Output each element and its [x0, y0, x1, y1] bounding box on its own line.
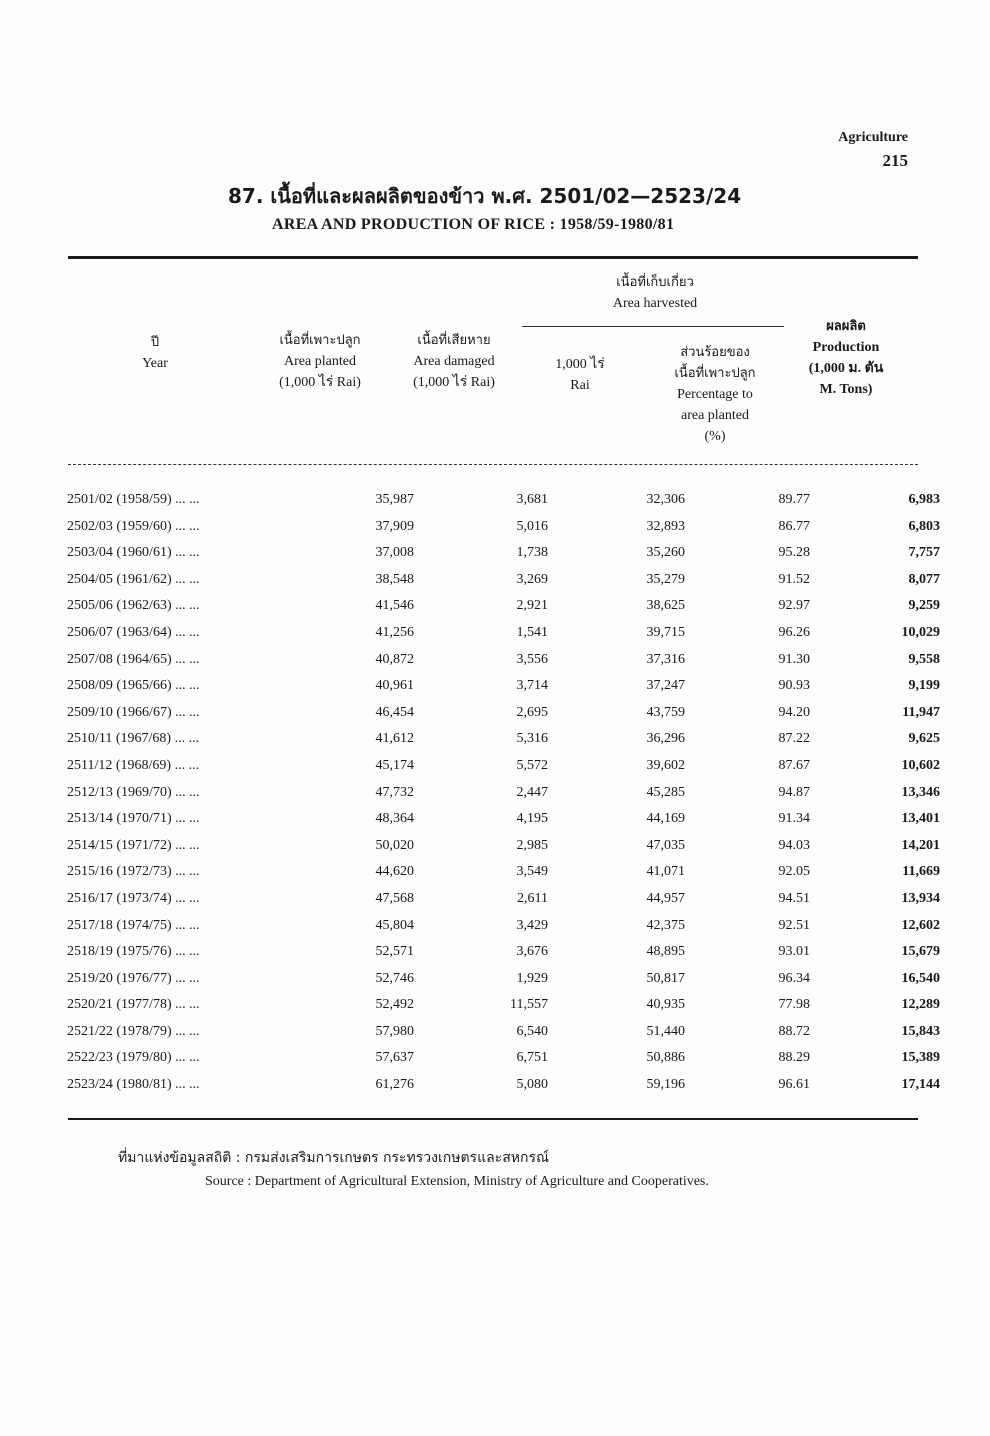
table-row — [62, 917, 940, 945]
cell-year: 2516/17 (1973/74) ... ... — [67, 890, 200, 906]
table-row — [62, 944, 940, 971]
cell-area-harvested: 41,071 — [646, 864, 685, 880]
cell-area-damaged: 2,447 — [516, 784, 548, 800]
header-year-thai: ปี — [150, 335, 160, 350]
table-row — [62, 678, 940, 705]
cell-production: 13,934 — [901, 890, 940, 906]
cell-area-planted: 57,980 — [375, 1023, 414, 1039]
cell-production: 7,757 — [908, 545, 940, 561]
header-harvested-english: Area harvested — [612, 296, 698, 311]
table-row — [62, 890, 940, 918]
cell-area-damaged: 1,929 — [516, 970, 548, 986]
cell-production: 11,669 — [902, 864, 940, 880]
table-row — [62, 784, 940, 812]
table-row — [62, 492, 940, 519]
header-pct-thai-2: เนื้อที่เพาะปลูก — [674, 366, 756, 381]
cell-percentage: 96.61 — [778, 1077, 810, 1093]
cell-year: 2508/09 (1965/66) ... ... — [67, 678, 200, 694]
cell-area-planted: 45,804 — [375, 917, 414, 933]
cell-production: 12,289 — [901, 997, 940, 1013]
cell-percentage: 96.26 — [778, 624, 810, 640]
cell-area-harvested: 47,035 — [646, 837, 685, 853]
source-thai: ที่มาแห่งข้อมูลสถิติ : กรมส่งเสริมการเกษตร กระทรวงเกษตรและสหกรณ์ — [118, 1150, 549, 1166]
cell-production: 17,144 — [901, 1077, 940, 1093]
cell-production: 13,401 — [901, 811, 940, 827]
table-row — [62, 598, 940, 625]
cell-area-damaged: 5,316 — [516, 731, 548, 747]
table-bottom-rule — [68, 1118, 918, 1120]
header-pct-unit: (%) — [704, 429, 726, 444]
header-area-planted — [250, 330, 390, 393]
cell-percentage: 94.87 — [778, 784, 810, 800]
cell-area-harvested: 37,316 — [646, 651, 685, 667]
cell-area-planted: 48,364 — [375, 811, 414, 827]
cell-area-damaged: 3,549 — [516, 864, 548, 880]
cell-production: 13,346 — [901, 784, 940, 800]
cell-area-harvested: 38,625 — [646, 598, 685, 614]
table-row — [62, 997, 940, 1024]
cell-year: 2519/20 (1976/77) ... ... — [67, 970, 200, 986]
cell-year: 2514/15 (1971/72) ... ... — [67, 837, 200, 853]
header-production-thai: ผลผลิต — [826, 319, 866, 334]
cell-area-planted: 37,909 — [375, 518, 414, 534]
cell-production: 10,029 — [901, 624, 940, 640]
cell-area-planted: 40,961 — [375, 678, 414, 694]
cell-year: 2507/08 (1964/65) ... ... — [67, 651, 200, 667]
header-pct-thai-1: ส่วนร้อยของ — [680, 345, 750, 360]
header-pct-english-2: area planted — [680, 408, 749, 423]
cell-area-harvested: 32,893 — [646, 518, 685, 534]
cell-area-damaged: 6,540 — [516, 1023, 548, 1039]
cell-production: 14,201 — [901, 837, 940, 853]
cell-year: 2505/06 (1962/63) ... ... — [67, 598, 200, 614]
table-title-english: AREA AND PRODUCTION OF RICE : 1958/59-1980/81 — [272, 216, 675, 233]
cell-area-damaged: 5,080 — [516, 1077, 548, 1093]
cell-area-harvested: 39,602 — [646, 757, 685, 773]
cell-year: 2520/21 (1977/78) ... ... — [67, 997, 200, 1013]
cell-area-harvested: 40,935 — [646, 997, 685, 1013]
cell-percentage: 87.22 — [778, 731, 810, 747]
cell-area-planted: 47,568 — [375, 890, 414, 906]
cell-area-damaged: 11,557 — [510, 997, 548, 1013]
cell-area-planted: 52,492 — [375, 997, 414, 1013]
table-row — [62, 1050, 940, 1077]
cell-year: 2523/24 (1980/81) ... ... — [67, 1077, 200, 1093]
table-row — [62, 731, 940, 758]
cell-area-damaged: 2,695 — [516, 704, 548, 720]
header-production-english: Production — [812, 340, 880, 355]
header-planted-english: Area planted — [284, 354, 356, 369]
header-production-unit-1: (1,000 ม. ตัน — [808, 361, 884, 376]
table-title-thai: 87. เนื้อที่และผลผลิตของข้าว พ.ศ. 2501/02—2523/24 — [228, 184, 742, 208]
cell-production: 9,625 — [908, 731, 940, 747]
header-damaged-english: Area damaged — [413, 354, 495, 369]
cell-area-planted: 38,548 — [375, 571, 414, 587]
cell-area-planted: 61,276 — [375, 1077, 414, 1093]
header-area-harvested — [560, 272, 750, 314]
cell-percentage: 92.05 — [778, 864, 810, 880]
table-row — [62, 837, 940, 865]
header-production-unit-2: M. Tons) — [819, 382, 873, 397]
cell-area-planted: 52,746 — [375, 970, 414, 986]
cell-area-planted: 35,987 — [375, 492, 414, 507]
table-row — [62, 704, 940, 732]
table-row — [62, 811, 940, 838]
cell-production: 12,602 — [901, 917, 940, 933]
cell-area-planted: 52,571 — [375, 944, 414, 960]
cell-percentage: 94.51 — [778, 890, 810, 906]
cell-area-damaged: 3,269 — [516, 571, 548, 587]
header-top-rule — [68, 256, 918, 259]
cell-percentage: 94.20 — [778, 704, 810, 720]
table-row — [62, 1023, 940, 1051]
header-damaged-thai: เนื้อที่เสียหาย — [417, 333, 491, 348]
cell-percentage: 87.67 — [778, 757, 810, 773]
cell-area-planted: 41,546 — [375, 598, 414, 614]
cell-production: 9,199 — [908, 678, 940, 694]
cell-production: 15,679 — [901, 944, 940, 960]
cell-percentage: 93.01 — [778, 944, 810, 960]
cell-area-damaged: 2,611 — [517, 890, 548, 906]
cell-percentage: 88.72 — [778, 1023, 810, 1039]
cell-production: 9,558 — [908, 651, 940, 667]
cell-area-harvested: 45,285 — [646, 784, 685, 800]
cell-area-damaged: 3,681 — [516, 492, 548, 507]
header-bottom-rule — [68, 464, 918, 465]
cell-year: 2501/02 (1958/59) ... ... — [67, 492, 200, 507]
cell-percentage: 95.28 — [778, 545, 810, 561]
harvested-sub-rule — [522, 326, 784, 327]
cell-area-damaged: 3,429 — [516, 917, 548, 933]
table-row — [62, 624, 940, 652]
cell-area-harvested: 50,886 — [646, 1050, 685, 1066]
cell-percentage: 96.34 — [778, 970, 810, 986]
cell-area-harvested: 48,895 — [646, 944, 685, 960]
cell-production: 8,077 — [908, 571, 940, 587]
cell-area-damaged: 5,016 — [516, 518, 548, 534]
cell-area-damaged: 2,985 — [516, 837, 548, 853]
section-label: Agriculture — [838, 130, 908, 145]
table-row — [62, 545, 940, 572]
cell-percentage: 77.98 — [778, 997, 810, 1013]
cell-year: 2512/13 (1969/70) ... ... — [67, 784, 200, 800]
table-row — [62, 571, 940, 599]
cell-year: 2502/03 (1959/60) ... ... — [67, 518, 200, 534]
cell-percentage: 86.77 — [778, 518, 810, 534]
cell-production: 9,259 — [908, 598, 940, 614]
cell-area-damaged: 1,738 — [516, 545, 548, 561]
cell-area-harvested: 32,306 — [646, 492, 685, 507]
cell-percentage: 92.51 — [778, 917, 810, 933]
cell-area-planted: 46,454 — [375, 704, 414, 720]
cell-area-harvested: 50,817 — [646, 970, 685, 986]
cell-area-harvested: 35,279 — [646, 571, 685, 587]
header-harvested-thai: เนื้อที่เก็บเกี่ยว — [616, 275, 694, 290]
table-row — [62, 1077, 940, 1104]
cell-area-damaged: 3,556 — [516, 651, 548, 667]
header-harvested-rai-english: Rai — [570, 378, 590, 393]
cell-area-damaged: 1,541 — [516, 624, 548, 640]
cell-year: 2515/16 (1972/73) ... ... — [67, 864, 200, 880]
cell-year: 2517/18 (1974/75) ... ... — [67, 917, 200, 933]
cell-year: 2503/04 (1960/61) ... ... — [67, 545, 200, 561]
cell-production: 16,540 — [901, 970, 940, 986]
cell-area-damaged: 2,921 — [516, 598, 548, 614]
cell-area-harvested: 59,196 — [646, 1077, 685, 1093]
header-damaged-unit: (1,000 ไร่ Rai) — [413, 375, 495, 390]
page-number: 215 — [882, 151, 908, 170]
cell-area-harvested: 37,247 — [646, 678, 685, 694]
cell-production: 15,389 — [901, 1050, 940, 1066]
cell-area-damaged: 5,572 — [516, 757, 548, 773]
cell-area-planted: 57,637 — [375, 1050, 414, 1066]
cell-area-harvested: 51,440 — [646, 1023, 685, 1039]
header-harvested-rai-unit: 1,000 ไร่ — [555, 357, 605, 372]
cell-production: 11,947 — [902, 704, 940, 720]
cell-percentage: 91.30 — [778, 651, 810, 667]
header-percentage — [650, 342, 780, 447]
header-planted-unit: (1,000 ไร่ Rai) — [279, 375, 361, 390]
cell-area-damaged: 3,714 — [516, 678, 548, 694]
source-english: Source : Department of Agricultural Extension, Ministry of Agriculture and Cooperatives. — [205, 1174, 709, 1189]
cell-area-planted: 45,174 — [375, 757, 414, 773]
table-row — [62, 970, 940, 998]
cell-percentage: 91.34 — [778, 811, 810, 827]
cell-area-harvested: 39,715 — [646, 624, 685, 640]
table-row — [62, 864, 940, 891]
header-year-english: Year — [142, 356, 168, 371]
header-production — [790, 316, 902, 400]
cell-production: 15,843 — [901, 1023, 940, 1039]
cell-production: 10,602 — [901, 757, 940, 773]
data-table-body — [62, 492, 940, 1104]
cell-area-damaged: 4,195 — [516, 811, 548, 827]
cell-percentage: 88.29 — [778, 1050, 810, 1066]
cell-area-planted: 37,008 — [375, 545, 414, 561]
cell-year: 2504/05 (1961/62) ... ... — [67, 571, 200, 587]
cell-year: 2518/19 (1975/76) ... ... — [67, 944, 200, 960]
cell-percentage: 91.52 — [778, 571, 810, 587]
cell-area-damaged: 6,751 — [516, 1050, 548, 1066]
header-year — [110, 332, 200, 374]
table-row — [62, 651, 940, 679]
cell-year: 2522/23 (1979/80) ... ... — [67, 1050, 200, 1066]
header-planted-thai: เนื้อที่เพาะปลูก — [279, 333, 361, 348]
cell-area-damaged: 3,676 — [516, 944, 548, 960]
cell-year: 2509/10 (1966/67) ... ... — [67, 704, 200, 720]
cell-area-planted: 41,256 — [375, 624, 414, 640]
table-row — [62, 518, 940, 546]
cell-area-harvested: 42,375 — [646, 917, 685, 933]
table-row — [62, 757, 940, 785]
cell-year: 2511/12 (1968/69) ... ... — [67, 757, 200, 773]
cell-percentage: 90.93 — [778, 678, 810, 694]
cell-area-harvested: 43,759 — [646, 704, 685, 720]
cell-area-harvested: 44,957 — [646, 890, 685, 906]
header-pct-english-1: Percentage to — [677, 387, 753, 402]
cell-percentage: 92.97 — [778, 598, 810, 614]
cell-year: 2521/22 (1978/79) ... ... — [67, 1023, 200, 1039]
cell-year: 2513/14 (1970/71) ... ... — [67, 811, 200, 827]
header-area-damaged — [384, 330, 524, 393]
cell-year: 2506/07 (1963/64) ... ... — [67, 624, 200, 640]
cell-area-harvested: 36,296 — [646, 731, 685, 747]
cell-percentage: 94.03 — [778, 837, 810, 853]
cell-area-harvested: 35,260 — [646, 545, 685, 561]
cell-percentage: 89.77 — [778, 492, 810, 507]
cell-production: 6,983 — [908, 492, 940, 507]
cell-area-planted: 40,872 — [375, 651, 414, 667]
header-harvested-rai — [530, 354, 630, 396]
cell-area-harvested: 44,169 — [646, 811, 685, 827]
cell-area-planted: 44,620 — [375, 864, 414, 880]
cell-production: 6,803 — [908, 518, 940, 534]
cell-area-planted: 50,020 — [375, 837, 414, 853]
cell-area-planted: 47,732 — [375, 784, 414, 800]
cell-area-planted: 41,612 — [375, 731, 414, 747]
cell-year: 2510/11 (1967/68) ... ... — [67, 731, 200, 747]
